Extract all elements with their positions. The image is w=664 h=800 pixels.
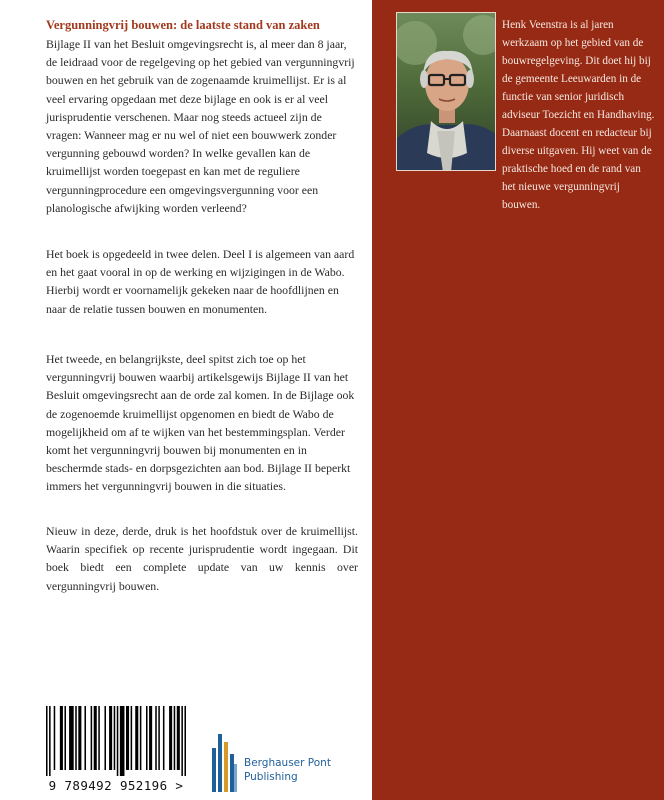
barcode-bar — [54, 706, 56, 770]
author-bio-flow: Henk Veenstra is al jaren werkzaam op het gebied van de bouwregelgeving. Dit doet hij bij de gemeente Leeuwarden in de functie van senior juridisch adviseur Toezicht en Handhaving. Daarnaast docent en redacteur bij diverse uitgaven. Hij weet van de praktische hoed en de rand van het nieuwe vergunningvrij bouwen. — [502, 19, 655, 211]
publisher-logo — [212, 734, 362, 794]
barcode-bar — [64, 706, 66, 770]
author-portrait-image — [397, 13, 496, 171]
barcode-bar — [126, 706, 129, 770]
blurb-paragraph-2: Het boek is opgedeeld in twee delen. Deel I is algemeen van aard en het gaat vooral in op de werking en wijzigingen in de Wabo. Hierbij wordt er voornamelijk gekeken naar de hoofdlijnen en naar de relatie tussen bouwen en monumenten. — [46, 247, 355, 316]
barcode-bar — [114, 706, 116, 770]
barcode-bar — [78, 706, 81, 770]
barcode-bar — [131, 706, 133, 770]
barcode-bars — [46, 706, 186, 776]
barcode-bar — [109, 706, 112, 770]
barcode-bar — [60, 706, 63, 770]
author-bio — [502, 16, 656, 211]
publisher-name-line2: Publishing — [244, 771, 298, 783]
barcode-bar — [98, 706, 100, 770]
barcode-bar — [84, 706, 86, 770]
isbn-barcode — [40, 706, 192, 794]
barcode-bar — [46, 706, 48, 776]
barcode-bar — [146, 706, 148, 770]
barcode-bar — [135, 706, 138, 770]
barcode-bar — [174, 706, 176, 770]
barcode-bar — [69, 706, 74, 770]
publisher-name-line1: Berghauser Pont — [244, 757, 331, 769]
barcode-bar — [117, 706, 119, 776]
barcode-bar — [94, 706, 97, 770]
barcode-bar — [75, 706, 77, 770]
author-photo — [396, 12, 496, 171]
blurb-paragraph-4: Nieuw in deze, derde, druk is het hoofdstuk over de kruimellijst. Waarin specifiek op recente jurisprudentie wordt ingegaan. Dit boek biedt een complete update van uw kennis over vergunningvrij bouwen. — [46, 524, 358, 593]
barcode-bar — [163, 706, 165, 770]
blurb-heading: Vergunningvrij bouwen: de laatste stand van zaken — [46, 18, 320, 32]
blurb-paragraph-1: Bijlage II van het Besluit omgevingsrecht is, al meer dan 8 jaar, de leidraad voor de regelgeving op het gebied van vergunningvrij bouwen en het gebruik van de zogenaamde kruimellijst. Er is al veel ervaring opgedaan met deze bijlage en ook is er al veel jurisprudentie verschenen. Maar nog steeds actueel zijn de vragen: Wanneer mag er nu wel of niet een bouwwerk zonder vergunning gebouwd worden? In welke gevallen kan de kruimellijst worden toegepast en kan met de reguliere vergunningprocedure een omgevingsvergunning voor een planologische afwijking worden verleend? — [46, 37, 355, 215]
barcode-bar — [49, 706, 51, 776]
publisher-logo-icon — [212, 734, 238, 792]
barcode-bar — [181, 706, 183, 776]
barcode-bar — [120, 706, 125, 776]
barcode-bar — [158, 706, 160, 770]
barcode-bar — [184, 706, 186, 776]
barcode-bar — [140, 706, 142, 770]
barcode-bar — [149, 706, 152, 770]
barcode-bar — [169, 706, 172, 770]
barcode-bar — [91, 706, 93, 770]
barcode-bar — [177, 706, 180, 770]
isbn-number: 9 789492 952196 > — [48, 778, 184, 793]
publisher-name — [244, 756, 331, 784]
barcode-bar — [155, 706, 157, 770]
blurb-paragraph-3: Het tweede, en belangrijkste, deel spitst zich toe op het vergunningvrij bouwen waarbij artikelsgewijs Bijlage II van het Besluit omgevingsrecht aan de orde zal komen. In de Bijlage ook de zogenoemde kruimellijst opgenomen en biedt de Wabo de mogelijkheid om af te wijken van het bestemmingsplan. Verder komt het vergunningvrij bouwen bij monumenten en in beschermde stads- en dorpsgezichten aan bod. Bijlage II beperkt immers het vergunningvrij bouwen in die situaties. — [46, 352, 355, 494]
barcode-bar — [104, 706, 106, 770]
author-panel — [372, 0, 664, 800]
